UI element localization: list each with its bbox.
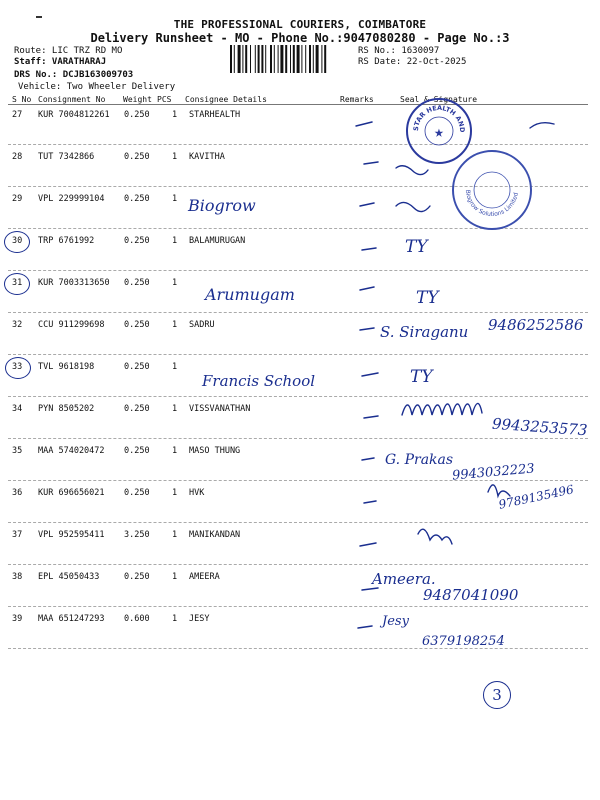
handwritten-phone-38: 9487041090 [423, 586, 519, 604]
row-sno: 34 [12, 404, 23, 414]
row-weight: 0.600 [124, 614, 150, 624]
row-weight: 0.250 [124, 236, 150, 246]
biogrow-stamp [452, 150, 532, 230]
row-consignment: VPL 229999104 [38, 194, 105, 204]
row-pcs: 1 [172, 572, 178, 582]
handwritten-phone-35: 9943032223 [451, 461, 536, 484]
row-pcs: 1 [172, 194, 178, 204]
row-pcs: 1 [172, 446, 178, 456]
row-consignee: MANIKANDAN [189, 530, 241, 540]
staff-label: Staff: VARATHARAJ [14, 57, 107, 67]
row-weight: 0.250 [124, 488, 150, 498]
handwritten-siraganu: S. Siraganu [380, 323, 469, 341]
row-consignment: TVL 9618198 [38, 362, 95, 372]
row-consignment: MAA 574020472 [38, 446, 105, 456]
row-consignment: MAA 651247293 [38, 614, 105, 624]
row-weight: 0.250 [124, 404, 150, 414]
row-pcs: 1 [172, 152, 178, 162]
row-consignment: VPL 952595411 [38, 530, 105, 540]
row-weight: 0.250 [124, 362, 150, 372]
col-remarks: Remarks [340, 95, 374, 104]
handwritten-phone-39: 6379198254 [422, 634, 505, 649]
document-title: THE PROFESSIONAL COURIERS, COIMBATORE [173, 18, 427, 31]
row-pcs: 1 [172, 278, 178, 288]
vehicle-label: Vehicle: Two Wheeler Delivery [18, 82, 176, 92]
row-sno: 36 [12, 488, 23, 498]
row-sno: 33 [12, 362, 23, 372]
row-sno: 32 [12, 320, 23, 330]
handwritten-phone-34: 9943253573 [491, 414, 588, 440]
row-consignment: TRP 6761992 [38, 236, 95, 246]
row-pcs: 1 [172, 404, 178, 414]
row-pcs: 1 [172, 362, 178, 372]
row-sno: 29 [12, 194, 23, 204]
row-consignee: STARHEALTH [189, 110, 241, 120]
row-sno: 37 [12, 530, 23, 540]
handwritten-prakas: G. Prakas [385, 452, 454, 468]
row-weight: 0.250 [124, 110, 150, 120]
col-pcs: PCS [157, 95, 172, 104]
col-consignment: Consignment No [38, 95, 106, 104]
row-weight: 0.250 [124, 194, 150, 204]
stamp-emblem-icon [454, 152, 530, 228]
rs-date: RS Date: 22-Oct-2025 [358, 57, 467, 67]
rs-number: RS No.: 1630097 [358, 46, 440, 56]
route-label: Route: LIC TRZ RD MO [14, 46, 123, 56]
row-consignee: VISSVANATHAN [189, 404, 251, 414]
row-weight: 3.250 [124, 530, 150, 540]
row-weight: 0.250 [124, 446, 150, 456]
handwritten-ty-31: TY [416, 288, 439, 308]
row-consignee: JESY [189, 614, 210, 624]
row-weight: 0.250 [124, 572, 150, 582]
row-consignment: TUT 7342866 [38, 152, 95, 162]
row-sno: 35 [12, 446, 23, 456]
row-consignment: KUR 696656021 [38, 488, 105, 498]
handwritten-biogrow: Biogrow [188, 196, 256, 215]
row-pcs: 1 [172, 530, 178, 540]
document-subtitle: Delivery Runsheet - MO - Phone No.:9047080280 - Page No.:3 [90, 31, 510, 45]
row-weight: 0.250 [124, 152, 150, 162]
row-consignee: KAVITHA [189, 152, 225, 162]
row-consignment: EPL 45050433 [38, 572, 100, 582]
row-consignee: AMEERA [189, 572, 220, 582]
row-weight: 0.250 [124, 320, 150, 330]
col-sno: S No [12, 95, 32, 104]
row-consignee: SADRU [189, 320, 215, 330]
drs-number: DRS No.: DCJB163009703 [14, 70, 134, 80]
handwritten-ameera: Ameera. [372, 570, 436, 588]
row-pcs: 1 [172, 110, 178, 120]
col-seal-signature: Seal & Signature [400, 95, 478, 104]
page-number-circle: 3 [483, 681, 511, 709]
row-consignment: PYN 8505202 [38, 404, 95, 414]
handwritten-phone-32: 9486252586 [488, 316, 584, 334]
row-sno: 39 [12, 614, 23, 624]
handwritten-phone-36: 9789135496 [497, 482, 575, 512]
handwritten-ty-33: TY [410, 367, 433, 387]
row-consignment: CCU 911299698 [38, 320, 105, 330]
row-pcs: 1 [172, 488, 178, 498]
handwritten-ty-30: TY [405, 237, 428, 257]
svg-text:★: ★ [434, 122, 444, 141]
row-sno: 31 [12, 278, 23, 288]
row-consignee: MASO THUNG [189, 446, 241, 456]
row-consignee: HVK [189, 488, 205, 498]
stamp-text-2: Biogrow Solutions Limited [463, 189, 520, 219]
row-consignment: KUR 7003313650 [38, 278, 110, 288]
stamp-text: STAR HEALTH AND [411, 103, 467, 133]
row-pcs: 1 [172, 320, 178, 330]
row-sno: 38 [12, 572, 23, 582]
col-weight: Weight [123, 95, 152, 104]
col-consignee: Consignee Details [185, 95, 267, 104]
svg-text:Biogrow Solutions Limited [464, 190, 520, 219]
handwritten-arumugam: Arumugam [205, 285, 295, 304]
row-sno: 27 [12, 110, 23, 120]
row-sno: 28 [12, 152, 23, 162]
row-consignee: BALAMURUGAN [189, 236, 246, 246]
row-pcs: 1 [172, 236, 178, 246]
handwritten-jesy: Jesy [382, 614, 409, 629]
row-weight: 0.250 [124, 278, 150, 288]
row-consignment: KUR 7004812261 [38, 110, 110, 120]
row-sno: 30 [12, 236, 23, 246]
row-pcs: 1 [172, 614, 178, 624]
handwritten-francis-school: Francis School [202, 372, 316, 390]
